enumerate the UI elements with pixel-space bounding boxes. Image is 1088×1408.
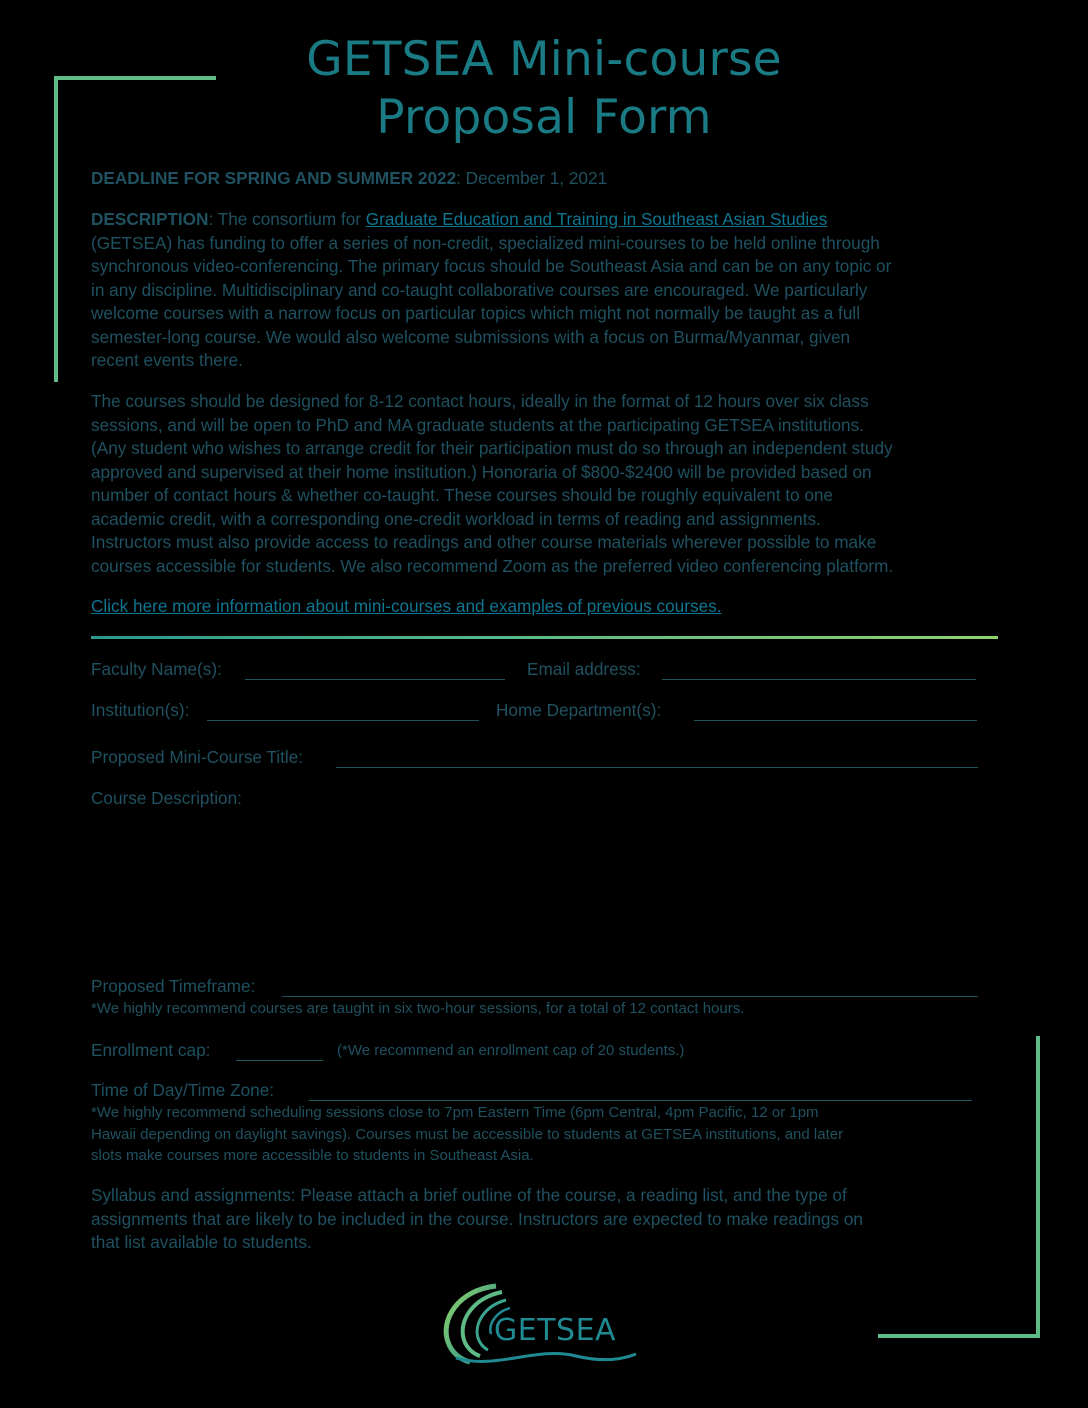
description-line: welcome courses with a narrow focus on particular topics which might not normally be taught as a full [91,303,861,323]
timeframe-label: Proposed Timeframe: [91,976,256,996]
department-label: Home Department(s): [496,700,662,720]
syllabus-line: assignments that are likely to be included in the course. Instructors are expected to make readings on [91,1208,863,1229]
syllabus-line: Syllabus and assignments: Please attach a brief outline of the course, a reading list, and the type of [91,1185,847,1205]
description-line: (GETSEA) has funding to offer a series of non-credit, specialized mini-courses to be held online through [91,232,880,253]
courses-line: number of contact hours & whether co-taught. These courses should be roughly equivalent to one [91,485,834,505]
course-description-field[interactable] [91,812,978,972]
course-description-label: Course Description: [91,788,242,808]
time-note-line: Hawaii depending on daylight savings). Courses must be accessible to students at GETSEA institutions, and later [91,1125,844,1143]
courses-line: sessions, and will be open to PhD and MA graduate students at the participating GETSEA institutions. [91,414,864,435]
email-field[interactable] [662,679,976,680]
bottom-right-bracket-horizontal [878,1334,1038,1338]
enrollment-note: (*We recommend an enrollment cap of 20 students.) [337,1042,685,1059]
courses-line: Instructors must also provide access to readings and other course materials wherever possible to make [91,532,877,552]
timeframe-field[interactable] [282,996,978,997]
description-first-line [91,208,1021,232]
enrollment-cap-field[interactable] [236,1060,323,1061]
institution-label: Institution(s): [91,700,190,720]
deadline-label: DEADLINE FOR SPRING AND SUMMER 2022 [91,168,457,188]
logo-text: GETSEA [494,1313,617,1348]
courses-line: academic credit, with a corresponding one-credit workload in terms of reading and assignments. [91,508,821,529]
courses-paragraph [91,390,1031,578]
courses-line: The courses should be designed for 8-12 contact hours, ideally in the format of 12 hours over six class [91,391,869,411]
deadline-value: : December 1, 2021 [456,168,608,188]
getsea-link[interactable]: Graduate Education and Training in Southeast Asian Studies [365,209,828,229]
courses-line: courses accessible for students. We also recommend Zoom as the preferred video conferencing platform. [91,555,894,576]
description-line: synchronous video-conferencing. The primary focus should be Southeast Asia and can be on any topic or [91,256,892,276]
email-label: Email address: [527,659,641,679]
description-intro: : The consortium for [208,209,366,229]
course-title-field[interactable] [336,767,978,768]
time-note-line: slots make courses more accessible to students in Southeast Asia. [91,1147,534,1164]
faculty-name-label: Faculty Name(s): [91,659,222,679]
page-title-line-1: GETSEA Mini-course [306,32,782,87]
description-label: DESCRIPTION [91,209,209,229]
time-note [91,1102,1041,1167]
course-title-label: Proposed Mini-Course Title: [91,747,304,767]
institution-field[interactable] [207,720,479,721]
getsea-logo [436,1280,646,1370]
section-divider [91,636,998,639]
description-line: in any discipline. Multidisciplinary and co-taught collaborative courses are encouraged. We particularly [91,279,868,300]
enrollment-cap-label: Enrollment cap: [91,1040,211,1060]
faculty-name-field[interactable] [245,679,505,680]
courses-line: (Any student who wishes to arrange credit for their participation must do so through an independent study [91,438,893,458]
description-line: semester-long course. We would also welcome submissions with a focus on Burma/Myanmar, given [91,326,851,347]
description-lines [91,232,1021,373]
bottom-right-bracket-vertical [1036,1036,1040,1338]
description-line: recent events there. [91,350,243,370]
deadline-line [91,167,607,191]
department-field[interactable] [694,720,977,721]
more-info-link[interactable]: Click here more information about mini-courses and examples of previous courses. [91,596,722,616]
syllabus-paragraph [91,1184,1031,1255]
timeframe-note: *We highly recommend courses are taught in six two-hour sessions, for a total of 12 contact hours. [91,1000,745,1017]
courses-line: approved and supervised at their home institution.) Honoraria of $800-$2400 will be provided based on [91,461,872,482]
description-paragraph [91,208,1021,373]
time-note-line: *We highly recommend scheduling sessions close to 7pm Eastern Time (6pm Central, 4pm Pacific, 12 or 1pm [91,1104,819,1121]
time-of-day-field[interactable] [309,1100,972,1101]
page-title-line-2: Proposal Form [376,90,712,145]
syllabus-line: that list available to students. [91,1232,312,1252]
time-of-day-label: Time of Day/Time Zone: [91,1080,275,1100]
